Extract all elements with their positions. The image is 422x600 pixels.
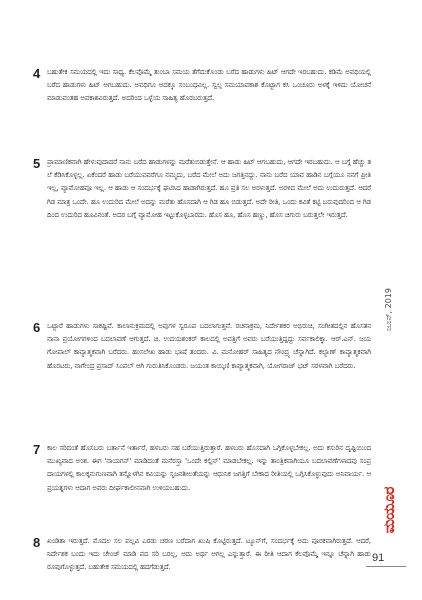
magazine-name: ಮಯೂರ bbox=[380, 486, 398, 534]
answer-text: ಖಂಡಿತಾ ಇರುತ್ತದೆ. ಮೊದಲ ಸಲ ಪಲ್ಲವಿ ಎರಡು ಚರಣ ಬರೆದಾಗ ಖುಷಿ ಕೊಟ್ಟಿರುತ್ತದೆ. ಟ್ಯೂನ್‌ಗೆ, ಸಂದರ್ಭಕ್ಕೆ ಅದು ಪೂರಕವಾಗಿರುತ್ತದೆ. ಆದರೆ, ನಿರ್ದೇಶಕ ಬಂದು ಇದು ಚೇಂಜ್ ಮಾಡಿ ಪದ ಸರಿ ಬರಲ್ಲ, ಅದು ಅರ್ಥ ಆಗಲ್ಲ ಎನ್ನುತ್ತಾರೆ. ಈ ರೀತಿ ಆದಾಗ ಕೆಲವೊಮ್ಮೆ ಇನ್ನೂ ಚೆನ್ನಾಗಿ ಹಾಡು ರೂಪುಗೊಳ್ಳುತ್ತದೆ. ಬಹುತೇಕ ಸಮಯದಲ್ಲಿ ಹದಗೆಡುತ್ತದೆ. bbox=[47, 537, 371, 572]
answer-5 bbox=[33, 156, 371, 222]
answer-7 bbox=[33, 442, 371, 495]
page-divider bbox=[366, 566, 406, 567]
answer-number: 8 bbox=[33, 535, 41, 550]
answer-4 bbox=[33, 66, 371, 106]
answer-6 bbox=[33, 320, 371, 373]
answer-number: 6 bbox=[33, 320, 41, 335]
answer-number: 5 bbox=[33, 156, 41, 171]
page-number: 91 bbox=[372, 552, 385, 564]
answer-number: 4 bbox=[33, 66, 41, 81]
answer-text: ಪ್ರಾಮಾಣಿಕವಾಗಿ ಹೇಳುವುದಾದರೆ ನಾನು ಬರೆದ ಹಾಡುಗಳನ್ನು ಮರೆತುಬಿಡುತ್ತೇನೆ. ಆ ಹಾಡು ಹಿಟ್ ಆಗಬಹುದು, ಆಗದೇ ಇರಬಹುದು. ಆ ಬಗ್ಗೆ ಹೆಚ್ಚು ತಲೆ ಕೆಡಿಸಿಕೊಳ್ಳಲ್ಲ. ಏಕೆಂದರೆ ಹಾಡು ಬರೆಯುವವರೆಗೂ ನಮ್ಮದು, ಬರೆದ ಮೇಲೆ ಅದು ಜಗತ್ತಿನದ್ದು. ನಾನು ಬರೆದ ಯಾವ ಹಾಡಿನ ಬಗ್ಗೆಯೂ ನನಗೆ ಪ್ರೀತಿ ಇಲ್ಲ, ವ್ಯಾಮೋಹವೂ ಇಲ್ಲ. ಆ ಹಾಡು ಆ ಸಂದರ್ಭಕ್ಕೆ ಘಟಿಸಿದ ಹಾಡಾಗಿರುತ್ತದೆ. ಹೂ ಪ್ರತಿ ಸಲ ಅರಳುತ್ತದೆ. ಅರಳಿದ ಮೇಲೆ ಅದು ಉದುರುತ್ತದೆ. ಆದರೆ ಗಿಡ ಮಾತ್ರ ಒಂದೇ. ಹೂ ಉದುರಿದ ಮೇಲೆ ಅದನ್ನು ಮರೆತು ಹೊಸದಾಗಿ ಆ ಗಿಡ ಹೂ ಬಿಡುತ್ತದೆ. ಅದೇ ರೀತಿ, ಒಂದು ಕವಿತೆ ಕಟ್ಟಿ ಬರುವುದರಿಂದ ಆ ಗಿಡದಿಂದ ಉದುರಿದ ಹೂವಿನಂತೆ. ಅದರ ಬಗ್ಗೆ ವ್ಯಾಮೋಹ ಇಟ್ಟುಕೊಳ್ಳಬಾರದು. ಹೊಸ ಹೂ, ಹೊಸ ಹಣ್ಣು, ಹೊಸ ಚಿಗುರು ಬರುತ್ತಲೇ ಇರುತ್ತದೆ. bbox=[47, 158, 371, 219]
answer-number: 7 bbox=[33, 442, 41, 457]
issue-date: ಜೂನ್, 2019 bbox=[384, 288, 393, 332]
answer-text: ಕಾಲ ಸರಿದಂತೆ ಹೊಸಬರು ಬರ್ತಾನೆ ಇರ್ತಾರೆ, ಹಳಬರು ಸಹ ಬರೆಯುತ್ತಿರುತ್ತಾರೆ. ಹಳಬರು ಹೊಸದಾಗಿ ಒಗ್ಗಿಕೊಳ್ಳಬೇಕಲ್ಲ. ಅದು ಕಸುರಿನ ದೃಷ್ಟಿಯಿಂದ ಮುಖ್ಯವಾದ ಅಂಶ. ಈಗ 'ನಾಯಗನ್' ಮಾಡಿದಂತೆ ಮನೆರಸ್ತಾ 'ಒಂದೇ ಕಲ್ಲಿನ್' ಮಾಡಬೇಕಲ್ಲ. ಇನ್ನು ತಾಂತ್ರಿಕವಾಗಿಯೂ ಬದಲಾವಣೆಗಳಾದವು ಸಂಪ್ರದಾಯಗಳಲ್ಲಿ ಕಾಲಕ್ಕನುಗುಣವಾಗಿ ತನ್ನೊಳಗಿನ ಕವಿಯನ್ನು ಸೃಜನಶೀಲತೆಯನ್ನು ಆಧುನಿಕ ಜಗತ್ತಿಗೆ ಬೇಕಾದ ರೀತಿಯಲ್ಲಿ ಒಗ್ಗಿಸಿಕೊಳ್ಳುವುದು ಅನಿವಾರ್ಯ. ಆ ಪ್ರಯತ್ನಗಳು ಆದಾಗ ಅವರು ದೀರ್ಘಕಾಲೀನವಾಗಿ ಉಳಿಯಬಹುದು. bbox=[47, 444, 371, 492]
answer-8 bbox=[33, 535, 371, 575]
magazine-logo bbox=[378, 478, 400, 542]
answer-text: ಬಹುತೇಕ ಸಮಯದಲ್ಲಿ ಇದು ಸಾಧ್ಯ. ಕೆಲವೊಮ್ಮೆ ತುಂಬಾ ಸಮಯ ತೆಗೆದುಕೊಂಡು ಬರೆದ ಹಾಡುಗಳು ಹಿಟ್ ಆಗದೇ ಇರಬಹುದು. ಕಡಿಮೆ ಅವಧಿಯಲ್ಲಿ ಬರೆದ ಹಾಡುಗಳು ಹಿಟ್ ಆಗಬಹುದು. ಅವಧಿಗೂ ಅದಕ್ಕೂ ಸಂಬಂಧವಿಲ್ಲ. ಸ್ವಲ್ಪ ಸಮಯಾವಕಾಶ ಕೊಟ್ಟಾಗ ಕಸಿ ಒಂಚೂರು ಅಳಕ್ಕೆ ಇಳಿದು ಯೋಚನೆ ಮಾಡುವಂತಹ ಅವಕಾಶವಿರುತ್ತದೆ. ಅದರಿಂದ ಒಳ್ಳೆಯ ಸಾಹಿತ್ಯ ಹೊರಬರುತ್ತದೆ. bbox=[47, 68, 371, 103]
answer-text: ಒಟ್ಟಾರೆ ಹಾಡುಗಳು ಸಾಕಷ್ಟಿವೆ. ಕಾಲಾನುಕ್ರಮದಲ್ಲಿ ಅವುಗಳ ಸ್ವರೂಪ ಬದಲಾಗುತ್ತವೆ. ರಚನಾಕ್ರಮ, ನಿರ್ದೇಶಕರ ಅಭಿರುಚಿ, ಸಂಗೀತದಲ್ಲಿನ ಹೊಸತನ ನಾನಾ ಪ್ರಯೋಗಗಳಿಂದ ಬದಲಾವಣೆ ಆಗುತ್ತದೆ. ಚಿ. ಉದಯಶಂಕರ್ ಕಾಲದಲ್ಲಿ ಅವತ್ತಿಗೆ ಅವರು ಬರೆಯುತ್ತಿದ್ದದ್ದು ಸರ್ವಕಾಲಿಕ್ಕಾ. ಆರ್.ಎನ್. ಜಯಗೋಪಾಲ್ ಕಾವ್ಯಾತ್ಮಕವಾಗಿ ಬರೆದರು. ಹಂಸಲೇಖ ಹಾಡು ಭಾಷೆ ತಂದರು. ವಿ. ಮನೋಹರ್ ಸಾಹಿತ್ಯದ ನೌಂದ್ರ್ಯ ಚೆನ್ನಾಗಿದೆ. ಕಲ್ಯಾಣ್ ಕಾವ್ಯಾತ್ಮಕವಾಗಿ ಹೊರಟರು, ನಾಗೇಂದ್ರ ಪ್ರಸಾದ್ ಸಿಂಪಲ್ ಆಗಿ ಗುರುತಿಸಿಕೊಂಡರು. ಜಯಂತ ಕಾಯ್ಕಿಣಿ ಕಾವ್ಯಾತ್ಮಕವಾಗಿ, ಯೋಗರಾಜ್ ಭಟ್ ಸರಳವಾಗಿ ಬರೆದರು. bbox=[47, 322, 371, 370]
